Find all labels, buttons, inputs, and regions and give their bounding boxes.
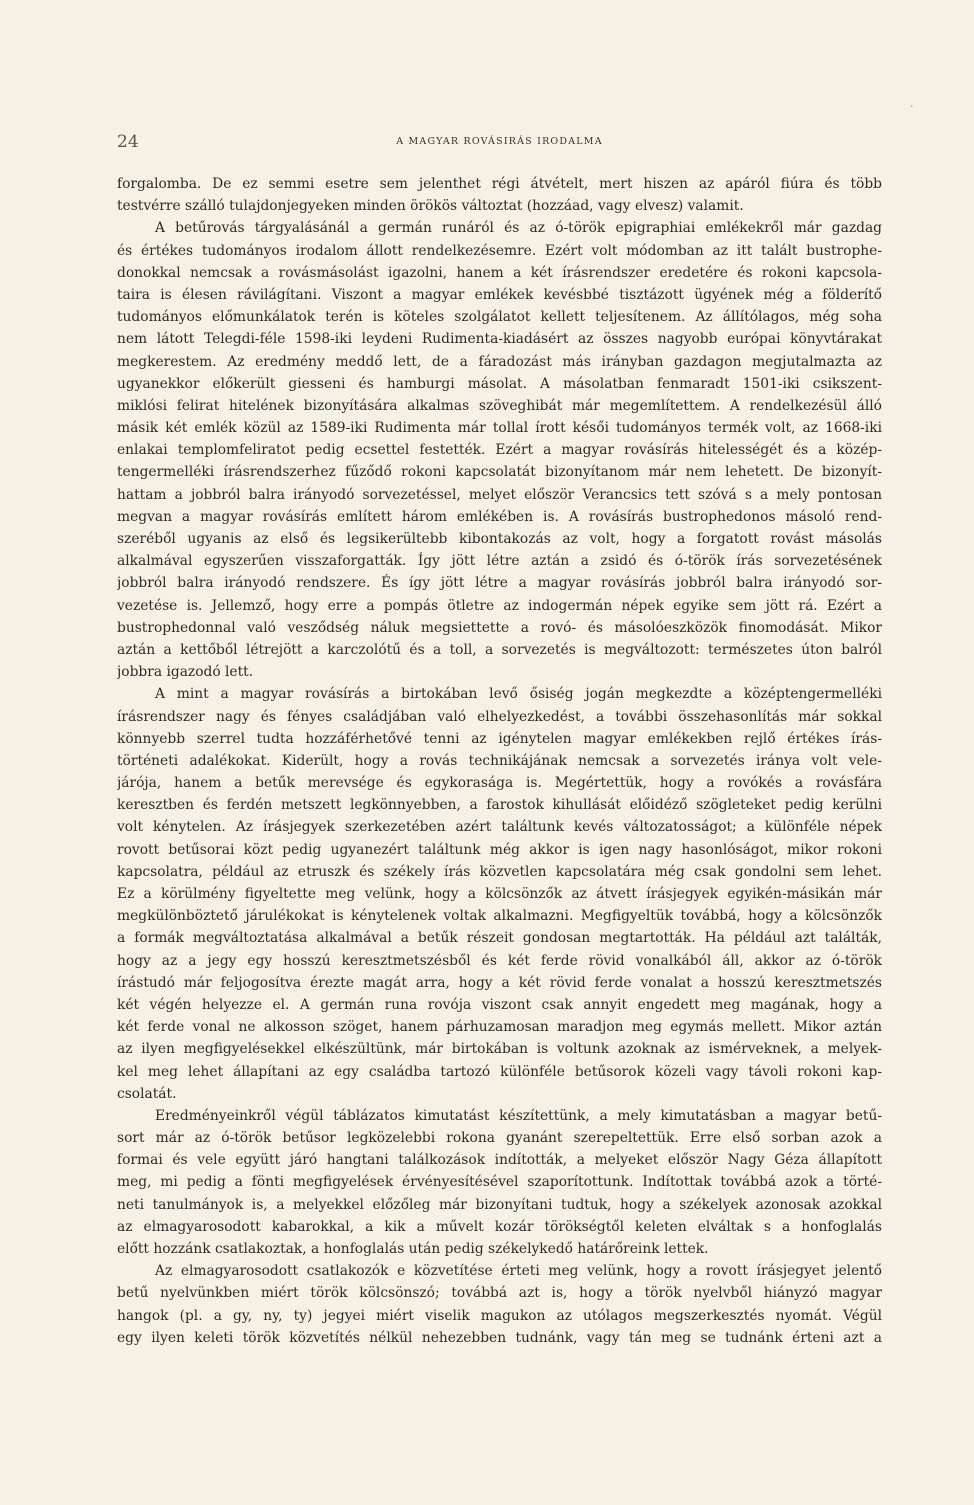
text-line: járója, hanem a betűk merevsége és egykorasága is. Megértettük, hogy a rovókés a rovásfára [117,775,882,792]
page-header [117,132,882,154]
body-text [117,173,882,1349]
text-line: két ferde vonal ne alkosson szöget, hanem párhuzamosan maradjon meg egymás mellett. Mikor aztán [117,1019,882,1036]
text-line: forgalomba. De ez semmi esetre sem jelenthet régi átvételt, mert hiszen az apáról fiúra és több [117,176,882,192]
text-line: formai és vele együtt járó hangtani találkozások indították, a melyeket először Nagy Géza állapított [117,1152,882,1169]
text-line: hangok (pl. a gy, ny, ty) jegyei miért viselik magukon az utólagos megszerkesztés nyomát. Végül [117,1307,882,1324]
text-line: írásrendszer nagy és fényes családjában való elhelyezkedést, a további összehasonlítás már sokkal [117,708,882,725]
text-line: sort már az ó-török betűsor legközelebbi rokona gyanánt szerepeltettük. Erre első sorban azok a [117,1130,882,1147]
text-line: történeti adalékokat. Kiderült, hogy a rovás technikájának nemcsak a sorvezetés iránya volt vele- [117,752,882,769]
text-line: megvan a magyar rovásírás említett három emlékében is. A rovásírás bustrophedonos másoló rend- [117,508,882,525]
text-line: két végén helyezze el. A germán runa rovója viszont csak annyit engedett meg magának, hogy a [117,996,882,1013]
text-line: volt kénytelen. Az írásjegyek szerkezetében azért találtunk kevés változatosságot; a különféle népek [117,819,882,836]
text-line: alkalmával egyszerűen visszaforgatták. Így jött létre aztán a zsidó és ó-török írás sorvezetésének [117,553,882,570]
text-line: szeréből ugyanis az első és legsikerültebb kibontakozás az volt, hogy a forgatott rovást másolás [117,531,882,547]
text-line: írástudó már feljogosítva érezte magát arra, hogy a két rövid ferde vonalat a hosszú keresztmetszés [117,974,882,991]
text-line: hattam a jobbról balra irányodó sorvezetéssel, melyet először Verancsics tett szóvá s a mely pontosan [117,486,882,503]
text-line: Az elmagyarosodott csatlakozók e közvetítése érteti meg velünk, hogy a rovott írásjegyet jelentő [155,1263,882,1280]
edge-mark: · [910,100,914,113]
text-line: kel meg lehet állapítani az egy családba tartozó különféle betűsorok közeli vagy távoli rokoni kap- [117,1063,882,1080]
text-line: miklósi felirat hitelének bizonyítására alkalmas szöveghibát már megemlítettem. A rendelkezésül álló [117,397,882,414]
text-line: megkerestem. Az eredmény meddő lett, de a fáradozást más irányban gazdagon megjutalmazta az [117,353,882,370]
text-line: tengermelléki írásrendszerhez fűződő rokoni kapcsolatát bizonyítanom már nem lehetett. De bizonyít- [117,464,882,481]
text-line: meg, mi pedig a fönti megfigyelések érvényesítésével szaporítottunk. Indítottak továbbá azok a törté- [117,1174,882,1191]
text-line: az ilyen megfigyelésekkel elkészültünk, már birtokában is voltunk azoknak az ismérveknek, a melyek- [117,1041,882,1058]
text-line: megkülönböztető járulékokat is kénytelenek voltak alkalmazni. Megfigyeltük továbbá, hogy a kölcsönzők [117,908,882,925]
text-line: taira is élesen rávilágítani. Viszont a magyar emlékek kevésbbé tisztázott ügyének még a földerítő [117,286,882,303]
text-line: nem látott Telegdi-féle 1598-iki leydeni Rudimenta-kiadásért az összes nagyobb európai könyvtárakat [117,331,882,348]
text-line: betű nyelvünkben miért török kölcsönszó; továbbá azt is, hogy a török nyelvből hiányzó magyar [117,1285,882,1302]
text-line: és értékes tudományos irodalom állott rendelkezésemre. Ezért volt módomban az itt talált bustrophe- [117,242,882,259]
text-line: Ez a körülmény figyeltette meg velünk, hogy a kölcsönzők az átvett írásjegyek egyikén-másikán már [117,886,882,902]
text-line: a formák megváltoztatása alkalmával a betűk részeit gondosan megtartották. Ha például azt találták, [117,930,882,947]
text-line: rovott betűsorai közt pedig ugyanezért találtunk még akkor is igen nagy hasonlóságot, mikor rokoni [117,841,882,858]
text-line: enlakai templomfeliratot pedig ecsettel festették. Ezért a magyar rovásírás hitelességét és a közép- [117,442,882,459]
text-line: jobbra igazodó lett. [117,664,254,681]
text-line: előtt hozzánk csatlakoztak, a honfoglalás után pedig székelykedő határőreink lettek. [117,1241,709,1257]
text-line: neti tanulmányok is, a melyekkel előzőleg már bizonyítani tudtuk, hogy a székelyek azonosak azokkal [117,1196,882,1213]
text-line: kapcsolatra, például az etruszk és székely írás közvetlen kapcsolatára még csak gondolni sem lehet. [117,863,882,880]
text-line: tudományos előmunkálatok terén is köteles szolgálatot kellett teljesítenem. Az állítólagos, még soha [117,309,882,326]
text-line: ugyanekkor előkerült giesseni és hamburgi másolat. A másolatban fenmaradt 1501-iki csikszent- [117,375,882,392]
running-title: A MAGYAR ROVÁSIRÁS IRODALMA [396,136,603,147]
text-line: Eredményeinkről végül táblázatos kimutatást készítettünk, a mely kimutatásban a magyar betű- [155,1107,882,1124]
text-line: A betűrovás tárgyalásánál a germán runáról és az ó-török epigraphiai emlékekről már gazdag [155,220,882,237]
text-line: csolatát. [117,1085,177,1102]
text-line: A mint a magyar rovásírás a birtokában levő ősiség jogán megkezdte a középtengermelléki [155,686,882,703]
text-line: hogy az a jegy egy hosszú keresztmetszésből és két ferde rövid vonalkából áll, akkor az ó-török [117,952,882,969]
text-line: vezetése is. Jellemző, hogy erre a pompás ötletre az indogermán népek egyike sem jött rá. Ezért a [117,597,882,614]
text-line: keresztben és ferdén metszett legkönnyebben, a farostok kihullását előidéző szögleteket pedig kerülni [117,797,882,814]
text-line: bustrophedonnal való vesződség náluk megsiettette a rovó- és másolóeszközök finomodását. Mikor [117,619,882,636]
page-number: 24 [117,132,139,152]
text-line: könnyebb szerrel tudta hozzáférhetővé tenni az igénytelen magyar emlékekben rejlő értékes írás- [117,730,882,747]
text-line: jobbról balra irányodó rendszere. És így jött létre a magyar rovásírás jobbról balra irányodó sor- [117,575,882,592]
text-line: aztán a kettőből létrejött a karczolótű és a toll, a sorvezetés is megváltozott: természetes úton balról [117,641,882,658]
text-line: az elmagyarosodott kabarokkal, a kik a művelt kozár törökségtől keleten elváltak s a honfoglalás [117,1218,882,1235]
text-line: egy ilyen keleti török közvetítés nélkül nehezebben tudnánk, vagy tán meg se tudnánk érteni azt a [117,1329,882,1346]
text-line: donokkal nemcsak a rovásmásolást igazolni, hanem a két írásrendszer eredetére és rokoni kapcsola- [117,264,882,281]
text-line: testvérre szálló tulajdonjegyeken minden örökös változtat (hozzáad, vagy elvesz) valamit. [117,198,744,215]
text-line: másik két emlék közül az 1589-iki Rudimenta már tollal írott késői tudományos termék volt, az 1668-iki [117,420,882,437]
